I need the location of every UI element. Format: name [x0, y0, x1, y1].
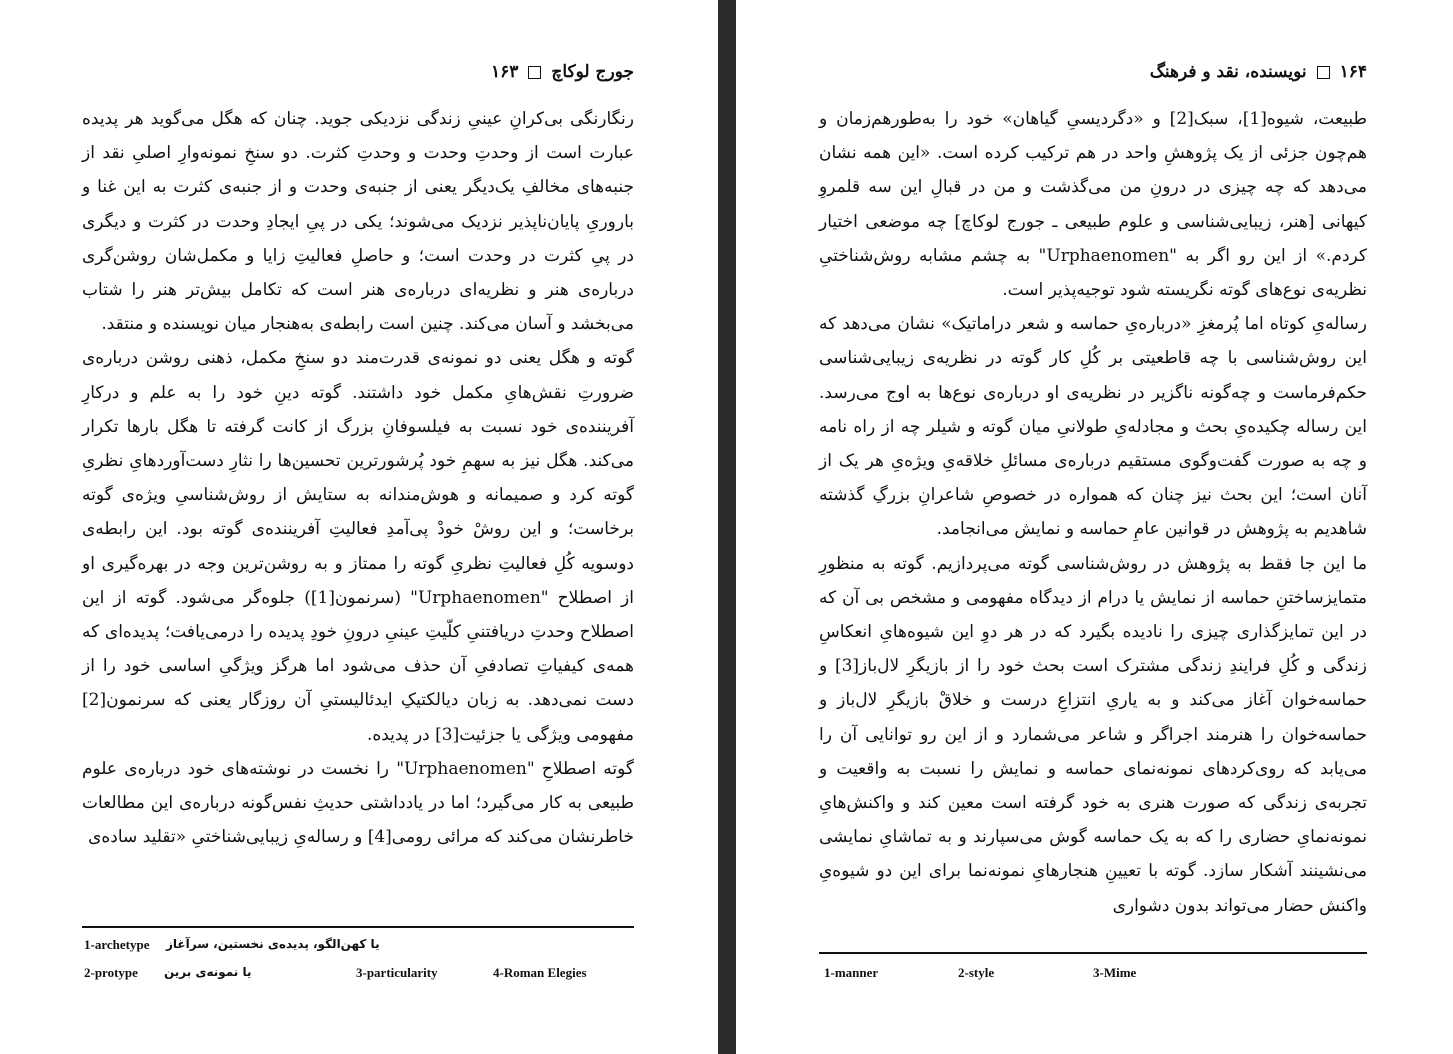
footnote-4-en: 4-Roman Elegies — [493, 965, 587, 980]
footnote-3-en: 3-Mime — [1093, 965, 1137, 980]
left-body-text — [82, 102, 634, 854]
right-running-header — [1150, 62, 1367, 82]
left-paragraph: گوته و هگل یعنی دو نمونه‌ی قدرت‌مند دو سنخِ مکمل، ذهنی روشن درباره‌ی ضرورتِ نقش‌هایِ مکمل خود داشتند. گوته دینِ خود را به علم و درکارِ آفریننده‌ی خود نسبت به فیلسوفانِ بزرگ از کانت گرفته تا هگل بارها تکرار می‌کند. هگل نیز به سهمِ خود پُرشورترین تحسین‌ها را نثارِ دست‌آوردهایِ نظریِ گوته کرد و صمیمانه و هوش‌مندانه به ستایش از روش‌شناسیِ ویژه‌ی گوته برخاست؛ و این روشْ خودْ پی‌آمدِ فعالیتِ آفریننده‌ی گوته بود. این رابطه‌ی دوسویه کُلِ فعالیتِ نظریِ گوته را ممتاز و به روشن‌ترین وجه در بهره‌گیری او از اصطلاح "Urphaenomen" (سرنمون[1]) جلوه‌گر می‌شود. گوته از این اصطلاح وحدتِ دریافتنیِ کلّیتِ عینیِ درونِ خودِ پدیده را درمی‌یافت؛ پدیده‌ای که همه‌ی کیفیاتِ تصادفیِ آن حذف می‌شود اما هرگز ویژگیِ اساسی خود را از دست نمی‌دهد. به زبان دیالکتیکِ ایدئالیستیِ آن روزگار یعنی که سرنمون[2] مفهومی ویژگی یا جزئیت[3] در پدیده. — [82, 348, 634, 745]
left-page — [0, 0, 718, 1054]
square-ornament-icon — [1317, 66, 1330, 79]
footnote-divider — [82, 926, 634, 928]
footnote-2-en: 2-protype — [84, 965, 138, 980]
left-page-number: ۱۶۳ — [490, 62, 519, 82]
right-page-number: ۱۶۴ — [1339, 62, 1367, 82]
footnote-2-fa: یا نمونه‌ی برین — [164, 965, 252, 979]
footnote-2-en: 2-style — [958, 965, 995, 980]
left-paragraph: رنگارنگی بی‌کرانِ عینیِ زندگی نزدیکی جوید. چنان که هگل می‌گوید هر پدیده عبارت است از وحدتِ وحدت و وحدتِ کثرت. دو سنخِ نمونه‌وارِ اصلیِ نقد از جنبه‌های مخالفِ یک‌دیگر یعنی از جنبه‌ی وحدت و از جنبه‌ی کثرت به این غنا و باروریِ پایان‌ناپذیر نزدیک می‌شوند؛ یکی در پیِ ایجادِ وحدت در کثرت و دیگری در پیِ کثرت در وحدت است؛ و حاصلِ فعالیتِ زایا و مکمل‌شان روشن‌گری درباره‌ی هنر و نظریه‌ای درباره‌ی هنر است که تکامل بیش‌تر هنر را شتاب می‌بخشد و آسان می‌کند. چنین است رابطه‌ی به‌هنجار میان نویسنده و منتقد. — [82, 109, 634, 335]
right-header-title: نویسنده، نقد و فرهنگ — [1149, 62, 1307, 82]
right-paragraph: رساله‌یِ کوتاه اما پُرمغزِ «درباره‌یِ حماسه و شعر دراماتیک» نشان می‌دهد که این روش‌شناسی با چه قاطعیتی بر کُلِ کار گوته در نظریه‌ی زیبایی‌شناسی حکم‌فرماست و چه‌گونه ناگزیر در نظریه‌ی او درباره‌ی نوع‌ها به اوج می‌رسد. این رساله چکیده‌یِ بحث و مجادله‌یِ طولانیِ میان گوته و شیلر چه از راه نامه و چه به صورت گفت‌وگوی مستقیم درباره‌ی مسائلِ خلاقه‌یِ ویژه‌یِ هر یک از آنان است؛ این بحث نیز چنان که همواره در خصوصِ شاعرانِ بزرگِ گذشته شاهدیم به پژوهش در قوانین عامِ حماسه و نمایش می‌انجامد. — [819, 314, 1367, 540]
footnote-3-en: 3-particularity — [356, 965, 438, 980]
left-paragraph: گوته اصطلاحِ "Urphaenomen" را نخست در نوشته‌های خود درباره‌ی علوم طبیعی به کار می‌گیرد؛ اما در یادداشتی حدیثِ نفس‌گونه درباره‌ی این مطالعات خاطرنشان می‌کند که مرائی رومی[4] و رساله‌یِ زیبایی‌شناختیِ «تقلید ساده‌ی — [82, 758, 634, 848]
right-body-text — [819, 102, 1367, 923]
right-page — [736, 0, 1453, 1054]
footnote-1-en: 1-archetype — [84, 937, 150, 952]
footnote-1-fa: یا کهن‌الگو، پدیده‌ی نخستین، سرآغاز — [166, 937, 380, 951]
footnote-1-en: 1-manner — [824, 965, 879, 980]
square-ornament-icon — [528, 66, 541, 79]
left-running-header — [491, 62, 634, 82]
book-gutter — [718, 0, 736, 1054]
right-paragraph: ما این جا فقط به پژوهش در روش‌شناسی گوته می‌پردازیم. گوته به منظورِ متمایزساختنِ حماسه از نمایش یا درام از دیدگاه مفهومی و مشخص بی آن که در این تمایزگذاری چیزی را نادیده بگیرد که در هر دوِ این شیوه‌هایِ انعکاسِ زندگی و کُلِ فرایندِ زندگی مشترک است بحث خود را از بازیگرِ لال‌باز[3] و حماسه‌خوان آغاز می‌کند و به یاریِ انتزاعِ درست و خلاقْ بازیگرِ لال‌باز و حماسه‌خوان را هنرمند اجراگر و شاعر می‌شمارد و از این رو توانایی آن را می‌یابد که روی‌کردهای نمونه‌نمای حماسه و نمایش را نسبت به واقعیت و تجربه‌ی زندگی که صورت هنری به خود گرفته است معین کند و واکنش‌هایِ نمونه‌نمایِ حضاری را که به یک حماسه گوش می‌سپارند و به تماشایِ نمایشی می‌نشینند آشکار سازد. گوته با تعیینِ هنجارهایِ نمونه‌نما برای این دو شیوه‌یِ واکنش حضار می‌تواند بدون دشواری — [819, 553, 1367, 916]
left-header-title: جورج لوکاچ — [551, 62, 634, 82]
footnote-divider — [819, 952, 1367, 954]
right-paragraph: طبیعت، شیوه[1]، سبک[2] و «دگردیسیِ گیاهان» خود را به‌طورهم‌زمان و هم‌چون جزئی از یک پژوهشِ واحد در هم ترکیب کرده است. «این همه نشان می‌دهد که چه چیزی در درونِ من می‌گذشت و من در قبالِ این سه قلمروِ کیهانی [هنر، زیبایی‌شناسی و علوم طبیعی ـ جورج لوکاچ] چه موضعی اختیار کردم.» از این رو اگر به "Urphaenomen" به چشم مشابه روش‌شناختیِ نظریه‌ی نوع‌های گوته نگریسته شود توجیه‌پذیر است. — [819, 109, 1367, 301]
